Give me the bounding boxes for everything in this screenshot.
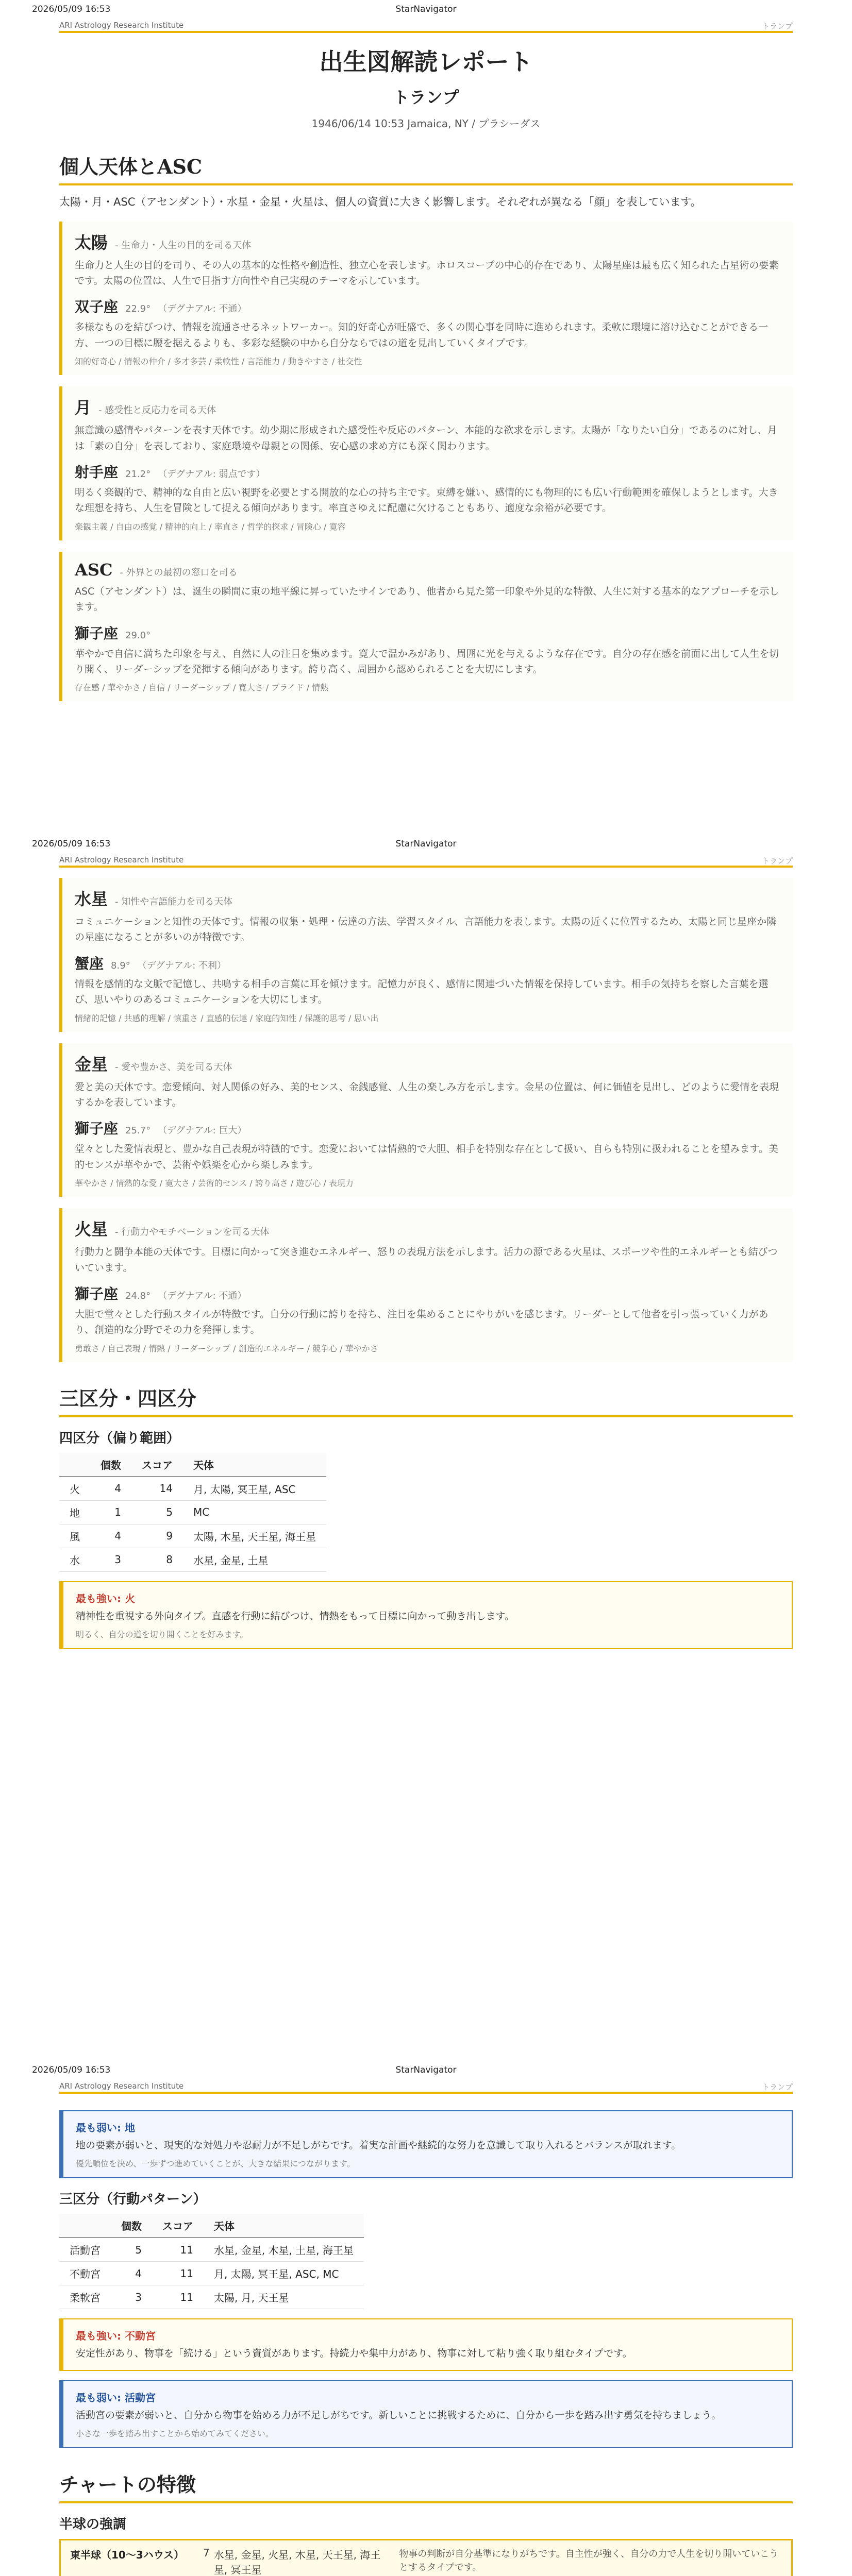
keywords: 楽観主義 / 自由の感覚 / 精神的向上 / 率直さ / 哲学的探求 / 冒険心 / 寛容 xyxy=(75,521,346,532)
sign-name: 射手座 xyxy=(75,463,119,481)
print-header xyxy=(0,835,852,852)
planet-card-venus xyxy=(59,1043,793,1197)
callout-title: 最も強い: 火 xyxy=(76,1592,135,1605)
planet-desc: ASC（アセンダント）は、誕生の瞬間に東の地平線に昇っていたサインであり、他者から見た第一印象や外見的な特徴、人生に対する基本的なアプローチを示します。 xyxy=(75,585,779,613)
sign-name: 獅子座 xyxy=(75,1285,119,1302)
cell-count: 5 xyxy=(111,2238,152,2262)
cell-name: 地 xyxy=(59,1500,90,1524)
sign-dignity: （デグナアル: 巨大） xyxy=(158,1125,247,1137)
callout-sub: 小さな一歩を踏み出すことから始めてみてください。 xyxy=(76,2429,274,2439)
planet-desc: 行動力と闘争本能の天体です。目標に向かって突き進むエネルギー、怒りの表現方法を示します。活力の源である火星は、スポーツや性的エネルギーとも結びついています。 xyxy=(75,1246,778,1274)
planet-desc: 愛と美の天体です。恋愛傾向、対人関係の好み、美的センス、金銭感覚、人生の楽しみ方を示します。金星の位置は、何に価値を見出し、どのように愛情を表現するかを表しています。 xyxy=(75,1081,779,1108)
keywords: 知的好奇心 / 情報の仲介 / 多才多芸 / 柔軟性 / 言語能力 / 動きやすさ / 社交性 xyxy=(75,357,362,367)
callout-sub: 明るく、自分の道を切り開くことを好みます。 xyxy=(76,1630,248,1640)
sign-name: 蟹座 xyxy=(75,955,104,972)
cell-score: 9 xyxy=(131,1524,183,1548)
callout-body: 活動宮の要素が弱いと、自分から物事を始める力が不足しがちです。新しいことに挑戦するために、自分から一歩を踏み出す勇気を持ちましょう。 xyxy=(76,2409,722,2421)
sign-name: 獅子座 xyxy=(75,1120,119,1138)
col-header xyxy=(59,1453,90,1477)
planet-name: 月 xyxy=(75,398,92,418)
table-row xyxy=(59,1548,326,1571)
col-header xyxy=(59,2214,111,2238)
callout-title: 最も弱い: 活動宮 xyxy=(76,2391,156,2404)
cell-count: 4 xyxy=(90,1477,131,1501)
planet-name: 水星 xyxy=(75,889,108,909)
brand-right: トランプ xyxy=(761,2082,793,2092)
keywords: 勇敢さ / 自己表現 / 情熱 / リーダーシップ / 創造的エネルギー / 競争心 / 華やかさ xyxy=(75,1343,378,1353)
cell-count: 3 xyxy=(90,1548,131,1571)
cell-score: 5 xyxy=(131,1500,183,1524)
cell-bodies: 水星, 金星, 木星, 土星, 海王星 xyxy=(204,2238,364,2262)
hemisphere-row-east xyxy=(59,2539,793,2576)
planet-key: - 外界との最初の窓口を司る xyxy=(120,567,238,578)
table-row xyxy=(59,2238,364,2262)
planet-key: - 知性や言語能力を司る天体 xyxy=(115,896,233,907)
print-title: StarNavigator xyxy=(395,2065,457,2075)
hemi-count: 7 xyxy=(203,2547,210,2560)
col-header: 個数 xyxy=(90,1453,131,1477)
cell-score: 11 xyxy=(152,2238,204,2262)
cell-bodies: 太陽, 月, 天王星 xyxy=(204,2285,364,2309)
cell-count: 4 xyxy=(111,2262,152,2285)
planet-key: - 生命力・人生の目的を司る天体 xyxy=(115,240,252,251)
cell-bodies: 水星, 金星, 土星 xyxy=(183,1548,326,1571)
sign-degree: 24.8° xyxy=(125,1290,151,1301)
planet-name: 火星 xyxy=(75,1219,108,1240)
col-header: 天体 xyxy=(183,1453,326,1477)
section-heading-chart-features: チャートの特徴 xyxy=(59,2469,793,2503)
keywords: 華やかさ / 情熱的な愛 / 寛大さ / 芸術的センス / 誇り高さ / 遊び心 / 表現力 xyxy=(75,1178,354,1189)
weak-element-callout xyxy=(59,2110,793,2178)
report-title: 出生図解読レポート xyxy=(319,48,533,76)
sign-desc: 情報を感情的な文脈で記憶し、共鳴する相手の言葉に耳を傾けます。記憶力が良く、感情に関連づいた情報を保持しています。相手の気持ちを察した言葉を選び、思いやりのあるコミュニケーションを大切にします。 xyxy=(75,978,769,1006)
cell-name: 水 xyxy=(59,1548,90,1571)
sign-degree: 8.9° xyxy=(111,960,130,971)
planet-desc: 無意識の感情やパターンを表す天体です。幼少期に形成された感受性や反応のパターン、本能的な欲求を示します。太陽が「なりたい自分」であるのに対し、月は「素の自分」を表しており、家庭環境や母親との関係、安心感の求め方にも深く関わります。 xyxy=(75,425,777,452)
col-header: スコア xyxy=(131,1453,183,1477)
page-3 xyxy=(0,2061,852,2576)
cell-score: 14 xyxy=(131,1477,183,1501)
print-title: StarNavigator xyxy=(395,4,457,14)
sign-desc: 堂々とした愛情表現と、豊かな自己表現が特徴的です。恋愛においては情熱的で大胆、相手を特別な存在として扱い、自らも特別に扱われることを望みます。美的センスが華やかで、芸術や娯楽を心から楽しみます。 xyxy=(75,1143,778,1171)
sign-desc: 華やかで自信に満ちた印象を与え、自然に人の注目を集めます。寛大で温かみがあり、周囲に光を与えるような存在です。自分の存在感を前面に出して人生を切り開く、リーダーシップを発揮する傾向があります。誇り高く、周囲から認められることを大切にします。 xyxy=(75,648,779,675)
cell-count: 1 xyxy=(90,1500,131,1524)
weak-mode-callout xyxy=(59,2380,793,2448)
hemi-name: 東半球（10〜3ハウス） xyxy=(70,2549,185,2562)
sign-desc: 大胆で堂々とした行動スタイルが特徴です。自分の行動に誇りを持ち、注目を集めることにやりがいを感じます。リーダーとして他者を引っ張っていく力があり、創造的な分野でその力を発揮します。 xyxy=(75,1308,769,1336)
brand-bar xyxy=(59,2078,793,2094)
elements-table xyxy=(59,1453,326,1572)
page-1 xyxy=(0,0,852,835)
planet-key: - 感受性と反応力を司る天体 xyxy=(98,405,216,416)
hemi-title: 半球の強調 xyxy=(59,2517,127,2533)
planet-card-asc xyxy=(59,552,793,702)
planet-card-mars xyxy=(59,1208,793,1362)
cell-count: 4 xyxy=(90,1524,131,1548)
print-header xyxy=(0,2061,852,2078)
brand-bar xyxy=(59,852,793,868)
page-2 xyxy=(0,835,852,2061)
report-meta: 1946/06/14 10:53 Jamaica, NY / プラシーダス xyxy=(311,117,541,130)
sign-name: 獅子座 xyxy=(75,624,119,642)
section-heading-triplicity: 三区分・四区分 xyxy=(59,1383,793,1417)
keywords: 存在感 / 華やかさ / 自信 / リーダーシップ / 寛大さ / プライド / 情熱 xyxy=(75,683,329,693)
print-datetime: 2026/05/09 16:53 xyxy=(32,2065,111,2075)
table-row xyxy=(59,1524,326,1548)
planet-key: - 行動力やモチベーションを司る天体 xyxy=(115,1227,270,1238)
sign-degree: 22.9° xyxy=(125,303,151,315)
print-datetime: 2026/05/09 16:53 xyxy=(32,839,111,849)
strong-element-callout xyxy=(59,1581,793,1649)
table-row xyxy=(59,2285,364,2309)
sign-dignity: （デグナアル: 不通） xyxy=(158,1290,247,1301)
col-header: 個数 xyxy=(111,2214,152,2238)
brand-right: トランプ xyxy=(761,856,793,866)
modes-title: 三区分（行動パターン） xyxy=(59,2192,207,2208)
sign-dignity: （デグナアル: 弱点です） xyxy=(158,468,265,480)
hemi-planets: 水星, 金星, 火星, 木星, 天王星, 海王星, 冥王星 xyxy=(213,2549,381,2576)
sign-degree: 29.0° xyxy=(125,630,151,641)
brand-name: ARI Astrology Research Institute xyxy=(59,2081,184,2091)
col-header: スコア xyxy=(152,2214,204,2238)
callout-title: 最も弱い: 地 xyxy=(76,2122,135,2134)
table-row xyxy=(59,2262,364,2285)
sign-name: 双子座 xyxy=(75,298,119,316)
col-header: 天体 xyxy=(204,2214,364,2238)
cell-bodies: 月, 太陽, 冥王星, ASC xyxy=(183,1477,326,1501)
modes-table xyxy=(59,2214,364,2309)
report-subtitle: トランプ xyxy=(393,88,459,107)
sign-degree: 25.7° xyxy=(125,1125,151,1137)
planet-card-sun xyxy=(59,222,793,376)
brand-name: ARI Astrology Research Institute xyxy=(59,21,184,30)
table-row xyxy=(59,1477,326,1501)
cell-count: 3 xyxy=(111,2285,152,2309)
planet-key: - 愛や豊かさ、美を司る天体 xyxy=(115,1061,232,1073)
planet-card-mercury xyxy=(59,878,793,1032)
planet-desc: 生命力と人生の目的を司り、その人の基本的な性格や創造性、独立心を表します。ホロスコープの中心的存在であり、太陽星座は最も広く知られた占星術の要素です。太陽の位置は、人生で目指す方向性や自己実現のテーマを示しています。 xyxy=(75,259,779,286)
cell-score: 11 xyxy=(152,2262,204,2285)
brand-bar xyxy=(59,18,793,33)
cell-bodies: 太陽, 木星, 天王星, 海王星 xyxy=(183,1524,326,1548)
callout-body: 安定性があり、物事を「続ける」という資質があります。持続力や集中力があり、物事に対して粘り強く取り組むタイプです。 xyxy=(76,2348,632,2360)
callout-body: 精神性を重視する外向タイプ。直感を行動に結びつけ、情熱をもって目標に向かって動き出します。 xyxy=(76,1610,515,1622)
section-intro: 太陽・月・ASC（アセンダント）・水星・金星・火星は、個人の資質に大きく影響します。それぞれが異なる「顔」を表しています。 xyxy=(59,196,701,208)
sign-dignity: （デグナアル: 不利） xyxy=(137,960,227,971)
callout-body: 地の要素が弱いと、現実的な対処力や忍耐力が不足しがちです。着実な計画や継続的な努力を意識して取り入れるとバランスが取れます。 xyxy=(76,2140,681,2151)
cell-name: 活動宮 xyxy=(59,2238,111,2262)
hemi-desc: 物事の判断が自分基準になりがちです。自主性が強く、自分の力で人生を切り開いていこうとするタイプです。 xyxy=(399,2549,779,2573)
planet-card-moon xyxy=(59,386,793,540)
sign-degree: 21.2° xyxy=(125,468,151,480)
cell-name: 風 xyxy=(59,1524,90,1548)
planet-name: ASC xyxy=(75,560,113,580)
print-header xyxy=(0,0,852,18)
sign-desc: 多様なものを結びつけ、情報を流通させるネットワーカー。知的好奇心が旺盛で、多くの関心事を同時に進められます。柔軟に環境に溶け込むことができる一方、一つの目標に腰を据えるよりも、多彩な経験の中から自分ならではの道を見出していくタイプです。 xyxy=(75,321,769,349)
section-heading-personal: 個人天体とASC xyxy=(59,151,793,185)
print-title: StarNavigator xyxy=(395,839,457,849)
cell-bodies: 月, 太陽, 冥王星, ASC, MC xyxy=(204,2262,364,2285)
planet-name: 太陽 xyxy=(75,232,108,252)
planet-desc: コミュニケーションと知性の天体です。情報の収集・処理・伝達の方法、学習スタイル、言語能力を表します。太陽の近くに位置するため、太陽と同じ星座か隣の星座になることが多いのが特徴です。 xyxy=(75,916,777,943)
elements-title: 四区分（偏り範囲） xyxy=(59,1430,180,1446)
cell-score: 11 xyxy=(152,2285,204,2309)
cell-name: 柔軟宮 xyxy=(59,2285,111,2309)
sign-desc: 明るく楽観的で、精神的な自由と広い視野を必要とする開放的な心の持ち主です。束縛を嫌い、感情的にも物理的にも広い行動範囲を確保しようとします。大きな理想を持ち、人生を冒険として捉える傾向があります。率直さゆえに配慮に欠けることもあり、適度な余裕が必要です。 xyxy=(75,486,778,514)
brand-right: トランプ xyxy=(761,22,793,31)
cell-score: 8 xyxy=(131,1548,183,1571)
cell-name: 火 xyxy=(59,1477,90,1501)
callout-title: 最も強い: 不動宮 xyxy=(76,2330,156,2343)
print-datetime: 2026/05/09 16:53 xyxy=(32,4,111,14)
brand-name: ARI Astrology Research Institute xyxy=(59,855,184,865)
sign-dignity: （デグナアル: 不通） xyxy=(158,303,247,315)
callout-sub: 優先順位を決め、一歩ずつ進めていくことが、大きな結果につながります。 xyxy=(76,2159,355,2169)
cell-name: 不動宮 xyxy=(59,2262,111,2285)
strong-mode-callout xyxy=(59,2318,793,2370)
keywords: 情緒的記憶 / 共感的理解 / 慎重さ / 直感的伝達 / 家庭的知性 / 保護的思考 / 思い出 xyxy=(75,1013,379,1023)
planet-name: 金星 xyxy=(75,1054,108,1074)
cell-bodies: MC xyxy=(183,1500,326,1524)
table-row xyxy=(59,1500,326,1524)
